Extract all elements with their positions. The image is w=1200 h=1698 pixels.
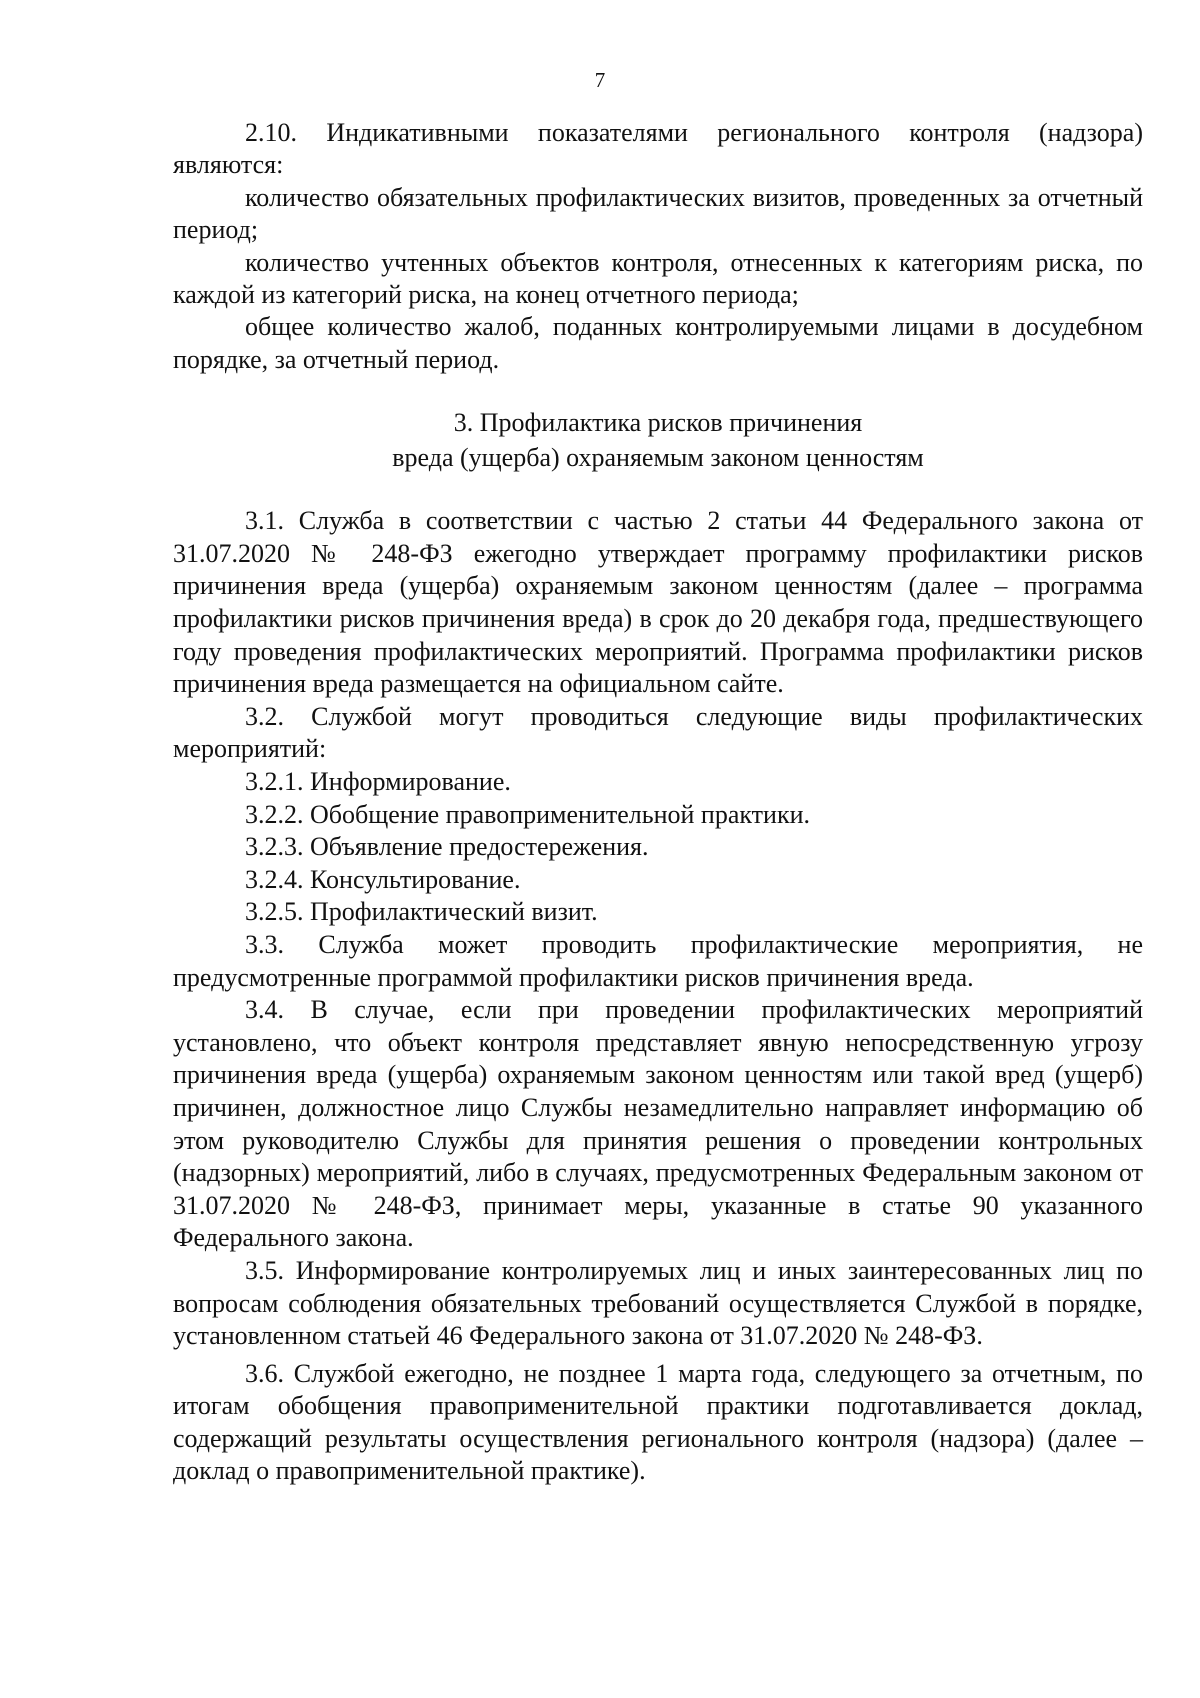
section-heading-line: 3. Профилактика рисков причинения	[453, 408, 863, 438]
indicators-block	[173, 117, 1143, 376]
list-item: 3.2.1. Информирование.	[245, 767, 511, 796]
paragraph-3-5: 3.5. Информирование контролируемых лиц и иных заинтересованных лиц по вопросам соблюдения обязательных требований осуществляется Службой в порядке, установленном статьей 46 Федерального закона от 31.07.2020 № 248-ФЗ.	[173, 1255, 1143, 1351]
paragraph-3-6: 3.6. Службой ежегодно, не позднее 1 марта года, следующего за отчетным, по итогам обобщения правоприменительной практики подготавливается доклад, содержащий результаты осуществления регионального контроля (надзора) (далее – доклад о правоприменительной практике).	[173, 1358, 1143, 1486]
list-item: 3.2.3. Объявление предостережения.	[245, 832, 649, 862]
paragraph-2-10: 2.10. Индикативными показателями регионального контроля (надзора) являются:	[173, 118, 1143, 180]
list-item: 3.2.5. Профилактический визит.	[245, 897, 598, 927]
paragraph-3-2: 3.2. Службой могут проводиться следующие виды профилактических мероприятий:	[173, 701, 1143, 764]
list-item: 3.2.4. Консультирование.	[245, 864, 521, 894]
indicator-item: общее количество жалоб, поданных контролируемыми лицами в досудебном порядке, за отчетный период.	[173, 312, 1143, 374]
indicator-item: количество обязательных профилактических визитов, проведенных за отчетный период;	[173, 182, 1143, 245]
section-3-body	[173, 505, 1143, 1488]
document-content	[173, 117, 1143, 1488]
list-item: 3.2.2. Обобщение правоприменительной практики.	[245, 799, 810, 829]
page-number: 7	[594, 68, 606, 92]
section-heading-line: вреда (ущерба) охраняемым законом ценностям	[392, 443, 924, 473]
paragraph-3-4: 3.4. В случае, если при проведении профилактических мероприятий установлено, что объект контроля представляет явную непосредственную угрозу причинения вреда (ущерба) охраняемым законом ценностям или такой вред (ущерб) причинен, должностное лицо Службы незамедлительно направляет информацию об этом руководителю Службы для принятия решения о проведении контрольных (надзорных) мероприятий, либо в случаях, предусмотренных Федеральным законом от 31.07.2020 № 248-ФЗ, принимает меры, указанные в статье 90 указанного Федерального закона.	[173, 995, 1143, 1253]
paragraph-3-1: 3.1. Служба в соответствии с частью 2 статьи 44 Федерального закона от 31.07.2020 № 248-ФЗ ежегодно утверждает программу профилактики рисков причинения вреда (ущерба) охраняемым законом ценностям (далее – программа профилактики рисков причинения вреда) в срок до 20 декабря года, предшествующего году проведения профилактических мероприятий. Программа профилактики рисков причинения вреда размещается на официальном сайте.	[173, 506, 1143, 699]
section-heading	[173, 405, 1143, 475]
indicator-item: количество учтенных объектов контроля, отнесенных к категориям риска, по каждой из категорий риска, на конец отчетного периода;	[173, 247, 1143, 310]
paragraph-3-3: 3.3. Служба может проводить профилактические мероприятия, не предусмотренные программой профилактики рисков причинения вреда.	[173, 929, 1143, 992]
